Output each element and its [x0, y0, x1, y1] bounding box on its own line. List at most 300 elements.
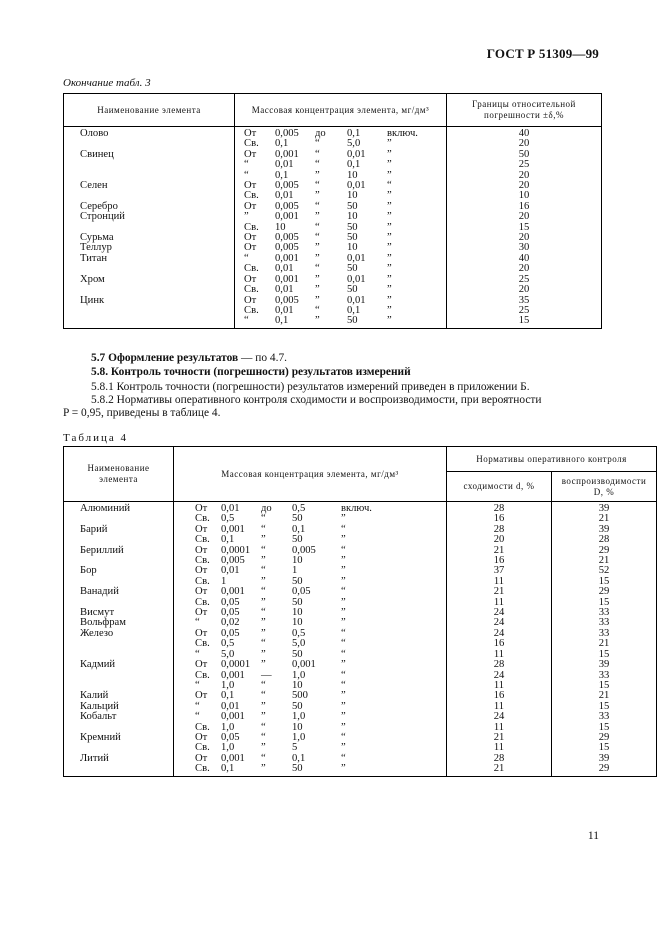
concentration-cell: [235, 243, 447, 253]
range-from: 0,001: [275, 273, 299, 285]
reproducibility-value: 39: [552, 754, 657, 764]
range-to: 0,05: [292, 586, 311, 598]
table3-continuation-label: Окончание табл. 3: [63, 77, 151, 89]
range-suffix: ”: [341, 721, 346, 733]
concentration-range: [235, 233, 446, 243]
range-sep: “: [261, 752, 266, 764]
reproducibility-value: 21: [552, 691, 657, 701]
table-row: [64, 743, 657, 753]
element-name: Цинк: [64, 296, 235, 306]
range-sep: ”: [315, 284, 320, 296]
reproducibility-value: 21: [552, 556, 657, 566]
relative-error-value: 40: [447, 254, 602, 264]
table-row: [64, 285, 602, 295]
concentration-range: [174, 556, 446, 566]
t3-header-element: Наименование элемента: [64, 94, 235, 127]
reproducibility-value: 21: [552, 639, 657, 649]
concentration-cell: [174, 639, 447, 649]
reproducibility-value: 28: [552, 535, 657, 545]
range-from: 0,01: [275, 284, 294, 296]
range-suffix: “: [341, 586, 346, 598]
range-prefix: От: [195, 659, 208, 671]
range-prefix: От: [244, 232, 257, 244]
range-prefix: “: [195, 617, 200, 629]
range-sep: ”: [261, 555, 266, 567]
reproducibility-value: 15: [552, 577, 657, 587]
element-name: Сурьма: [64, 233, 235, 243]
range-suffix: ”: [341, 513, 346, 525]
repeatability-value: 28: [447, 525, 552, 535]
range-prefix: “: [244, 315, 249, 327]
relative-error-value: 25: [447, 275, 602, 285]
reproducibility-value: 29: [552, 733, 657, 743]
concentration-range: [235, 160, 446, 170]
concentration-cell: [235, 306, 447, 316]
concentration-range: [174, 681, 446, 691]
concentration-range: [174, 764, 446, 774]
repeatability-value: 24: [447, 618, 552, 628]
concentration-cell: [235, 171, 447, 181]
t4-header-repeatability: сходимости d, %: [447, 472, 552, 502]
range-suffix: ”: [341, 555, 346, 567]
range-to: 5: [292, 742, 298, 754]
element-name: [64, 160, 235, 170]
range-prefix: От: [195, 523, 208, 535]
range-from: 0,001: [221, 586, 245, 598]
range-prefix: Св.: [244, 284, 259, 296]
range-sep: ”: [261, 648, 266, 660]
element-name: Висмут: [64, 608, 174, 618]
concentration-range: [174, 629, 446, 639]
table-row: [64, 502, 657, 515]
range-sep: ”: [315, 242, 320, 254]
range-suffix: ”: [341, 763, 346, 775]
table-row: [64, 629, 657, 639]
range-from: 0,1: [275, 138, 289, 150]
range-suffix: ”: [387, 315, 392, 327]
range-from: 1,0: [221, 679, 235, 691]
range-prefix: Св.: [195, 534, 210, 546]
t4-header-element: Наименование элемента: [64, 447, 174, 502]
range-prefix: Св.: [244, 138, 259, 150]
repeatability-value: 16: [447, 514, 552, 524]
range-from: 0,5: [221, 638, 235, 650]
paragraph-5-8-1: 5.8.1 Контроль точности (погрешности) результатов измерений приведен в приложении Б.: [91, 381, 530, 393]
concentration-range: [174, 660, 446, 670]
concentration-cell: [235, 191, 447, 201]
range-from: 0,05: [221, 627, 240, 639]
range-sep: ”: [315, 294, 320, 306]
range-sep: “: [315, 180, 320, 192]
repeatability-value: 16: [447, 556, 552, 566]
range-from: 0,001: [221, 523, 245, 535]
element-name: Бериллий: [64, 546, 174, 556]
table-row: [64, 535, 657, 545]
range-from: 0,1: [221, 534, 235, 546]
range-suffix: “: [387, 180, 392, 192]
range-suffix: “: [341, 679, 346, 691]
range-prefix: “: [195, 711, 200, 723]
table-3: [63, 93, 602, 329]
range-from: 0,001: [221, 711, 245, 723]
section-5-8: [91, 365, 411, 379]
element-name: Серебро: [64, 202, 235, 212]
range-from: 0,005: [275, 200, 299, 212]
range-prefix: Св.: [244, 263, 259, 275]
repeatability-value: 11: [447, 650, 552, 660]
range-prefix: От: [244, 180, 257, 192]
range-prefix: ”: [244, 211, 249, 223]
concentration-cell: [174, 681, 447, 691]
element-name: Титан: [64, 254, 235, 264]
reproducibility-value: 29: [552, 764, 657, 776]
range-suffix: “: [341, 544, 346, 556]
range-sep: ”: [315, 315, 320, 327]
relative-error-value: 30: [447, 243, 602, 253]
range-prefix: “: [195, 700, 200, 712]
range-to: 50: [292, 648, 303, 660]
section-5-7-title: 5.7 Оформление результатов: [91, 352, 239, 364]
table4-caption: Таблица 4: [63, 432, 129, 444]
repeatability-value: 21: [447, 587, 552, 597]
table-row: [64, 514, 657, 524]
range-to: 0,1: [347, 159, 361, 171]
table-row: [64, 671, 657, 681]
concentration-range: [174, 546, 446, 556]
range-suffix: ”: [387, 169, 392, 181]
range-prefix: От: [244, 148, 257, 160]
concentration-cell: [174, 502, 447, 515]
concentration-cell: [174, 723, 447, 733]
range-sep: ”: [261, 617, 266, 629]
range-sep: “: [315, 304, 320, 316]
range-to: 0,01: [347, 148, 366, 160]
concentration-cell: [235, 139, 447, 149]
range-prefix: От: [195, 690, 208, 702]
reproducibility-value: 33: [552, 712, 657, 722]
table-row: [64, 566, 657, 576]
relative-error-value: 20: [447, 181, 602, 191]
range-from: 5,0: [221, 648, 235, 660]
range-from: 0,005: [275, 294, 299, 306]
range-sep: “: [261, 679, 266, 691]
t4-body: [64, 502, 657, 777]
range-prefix: Св.: [195, 638, 210, 650]
range-sep: “: [315, 232, 320, 244]
t4-header-concentration: Массовая концентрация элемента, мг/дм³: [174, 447, 447, 502]
concentration-cell: [174, 618, 447, 628]
range-suffix: включ.: [387, 128, 418, 139]
range-from: 10: [275, 221, 286, 233]
repeatability-value: 11: [447, 702, 552, 712]
element-name: Стронций: [64, 212, 235, 222]
concentration-cell: [174, 556, 447, 566]
concentration-cell: [235, 275, 447, 285]
range-to: 0,001: [292, 659, 316, 671]
concentration-range: [174, 723, 446, 733]
range-to: 50: [347, 200, 358, 212]
range-sep: “: [315, 221, 320, 233]
concentration-range: [235, 275, 446, 285]
repeatability-value: 28: [447, 754, 552, 764]
range-from: 0,05: [221, 596, 240, 608]
range-to: 50: [292, 596, 303, 608]
concentration-cell: [174, 514, 447, 524]
repeatability-value: 28: [447, 502, 552, 515]
range-sep: ”: [315, 190, 320, 202]
range-from: 0,05: [221, 731, 240, 743]
concentration-cell: [174, 764, 447, 776]
concentration-range: [235, 150, 446, 160]
range-from: 0,001: [221, 669, 245, 681]
range-prefix: От: [195, 544, 208, 556]
range-prefix: Св.: [195, 721, 210, 733]
repeatability-value: 20: [447, 535, 552, 545]
range-to: 10: [347, 211, 358, 223]
range-to: 5,0: [347, 138, 361, 150]
table-row: [64, 546, 657, 556]
paragraph-5-8-2-line1: 5.8.2 Нормативы оперативного контроля сходимости и воспроизводимости, при вероятности: [91, 394, 542, 406]
range-to: 10: [292, 617, 303, 629]
repeatability-value: 11: [447, 577, 552, 587]
range-to: 1: [292, 565, 298, 577]
relative-error-value: 50: [447, 150, 602, 160]
range-prefix: От: [244, 128, 257, 139]
concentration-cell: [235, 181, 447, 191]
range-prefix: “: [195, 648, 200, 660]
concentration-cell: [235, 285, 447, 295]
range-suffix: ”: [387, 138, 392, 150]
range-suffix: “: [341, 523, 346, 535]
concentration-cell: [235, 233, 447, 243]
concentration-cell: [174, 754, 447, 764]
range-suffix: ”: [341, 607, 346, 619]
t4-header-reproducibility: воспроизводимости D, %: [552, 472, 657, 502]
concentration-range: [174, 598, 446, 608]
element-name: [64, 671, 174, 681]
concentration-cell: [174, 712, 447, 722]
repeatability-value: 11: [447, 598, 552, 608]
range-suffix: ”: [341, 711, 346, 723]
concentration-cell: [235, 316, 447, 328]
range-suffix: “: [341, 731, 346, 743]
concentration-range: [235, 191, 446, 201]
relative-error-value: 20: [447, 285, 602, 295]
concentration-range: [174, 566, 446, 576]
range-prefix: От: [195, 627, 208, 639]
range-from: 0,005: [275, 128, 299, 139]
range-to: 10: [347, 169, 358, 181]
concentration-range: [235, 264, 446, 274]
range-to: 10: [292, 679, 303, 691]
concentration-range: [235, 296, 446, 306]
range-prefix: От: [195, 565, 208, 577]
element-name: Калий: [64, 691, 174, 701]
repeatability-value: 11: [447, 723, 552, 733]
range-to: 0,01: [347, 294, 366, 306]
element-name: [64, 316, 235, 328]
concentration-range: [174, 587, 446, 597]
concentration-range: [174, 639, 446, 649]
range-to: 10: [292, 607, 303, 619]
element-name: Железо: [64, 629, 174, 639]
range-sep: до: [315, 128, 326, 139]
range-to: 0,1: [347, 304, 361, 316]
range-sep: ”: [261, 711, 266, 723]
t4-header-norms: Нормативы оперативного контроля: [447, 447, 657, 472]
concentration-cell: [174, 546, 447, 556]
range-to: 1,0: [292, 731, 306, 743]
reproducibility-value: 39: [552, 502, 657, 515]
range-to: 50: [347, 263, 358, 275]
range-to: 10: [292, 555, 303, 567]
concentration-range: [235, 243, 446, 253]
range-from: 0,0001: [221, 544, 251, 556]
range-suffix: ”: [341, 596, 346, 608]
range-from: 0,01: [275, 304, 294, 316]
range-to: 50: [347, 284, 358, 296]
range-suffix: ”: [387, 148, 392, 160]
range-from: 0,01: [275, 190, 294, 202]
range-from: 0,05: [221, 607, 240, 619]
range-suffix: ”: [341, 659, 346, 671]
range-to: 50: [347, 221, 358, 233]
concentration-range: [235, 181, 446, 191]
reproducibility-value: 15: [552, 681, 657, 691]
concentration-range: [174, 691, 446, 701]
range-to: 500: [292, 690, 308, 702]
range-from: 0,1: [221, 763, 235, 775]
concentration-range: [235, 171, 446, 181]
range-suffix: “: [341, 752, 346, 764]
repeatability-value: 21: [447, 546, 552, 556]
reproducibility-value: 21: [552, 514, 657, 524]
concentration-range: [235, 223, 446, 233]
reproducibility-value: 33: [552, 629, 657, 639]
range-suffix: ”: [341, 575, 346, 587]
range-sep: “: [261, 565, 266, 577]
reproducibility-value: 15: [552, 723, 657, 733]
range-from: 0,01: [221, 700, 240, 712]
relative-error-value: 15: [447, 223, 602, 233]
table-4: [63, 446, 657, 777]
range-prefix: Св.: [195, 742, 210, 754]
range-from: 0,001: [221, 752, 245, 764]
concentration-cell: [235, 264, 447, 274]
range-to: 0,01: [347, 273, 366, 285]
element-name: Литий: [64, 754, 174, 764]
element-name: Кремний: [64, 733, 174, 743]
repeatability-value: 21: [447, 764, 552, 776]
range-sep: “: [315, 148, 320, 160]
concentration-range: [235, 306, 446, 316]
relative-error-value: 25: [447, 306, 602, 316]
range-suffix: ”: [387, 304, 392, 316]
range-to: 0,1: [292, 752, 306, 764]
range-to: 1,0: [292, 669, 306, 681]
range-sep: “: [261, 638, 266, 650]
concentration-range: [174, 514, 446, 524]
range-sep: “: [261, 544, 266, 556]
range-prefix: От: [195, 503, 208, 514]
relative-error-value: 20: [447, 171, 602, 181]
concentration-range: [174, 743, 446, 753]
concentration-cell: [174, 660, 447, 670]
concentration-cell: [235, 127, 447, 140]
repeatability-value: 24: [447, 671, 552, 681]
range-sep: ”: [315, 211, 320, 223]
concentration-range: [174, 618, 446, 628]
table-row: [64, 733, 657, 743]
concentration-cell: [174, 525, 447, 535]
concentration-range: [174, 608, 446, 618]
element-name: Свинец: [64, 150, 235, 160]
concentration-range: [174, 702, 446, 712]
concentration-cell: [235, 212, 447, 222]
range-suffix: ”: [387, 232, 392, 244]
range-from: 0,5: [221, 513, 235, 525]
repeatability-value: 11: [447, 681, 552, 691]
concentration-range: [174, 525, 446, 535]
concentration-cell: [235, 223, 447, 233]
element-name: [64, 764, 174, 776]
range-suffix: ”: [387, 200, 392, 212]
reproducibility-value: 15: [552, 702, 657, 712]
element-name: Бор: [64, 566, 174, 576]
range-prefix: От: [195, 731, 208, 743]
range-suffix: ”: [387, 294, 392, 306]
range-suffix: ”: [341, 700, 346, 712]
range-from: 0,005: [221, 555, 245, 567]
concentration-range: [174, 733, 446, 743]
range-to: 0,01: [347, 252, 366, 264]
range-to: 10: [347, 190, 358, 202]
range-sep: —: [261, 669, 272, 681]
relative-error-value: 16: [447, 202, 602, 212]
relative-error-value: 20: [447, 212, 602, 222]
range-prefix: От: [244, 242, 257, 254]
range-from: 0,1: [275, 169, 289, 181]
range-suffix: ”: [387, 252, 392, 264]
reproducibility-value: 15: [552, 743, 657, 753]
concentration-cell: [174, 743, 447, 753]
range-prefix: От: [244, 200, 257, 212]
concentration-cell: [235, 150, 447, 160]
reproducibility-value: 15: [552, 650, 657, 660]
element-name: Олово: [64, 127, 235, 140]
reproducibility-value: 39: [552, 525, 657, 535]
concentration-cell: [174, 733, 447, 743]
relative-error-value: 20: [447, 264, 602, 274]
range-to: 0,5: [292, 503, 306, 514]
table-row: [64, 754, 657, 764]
reproducibility-value: 29: [552, 546, 657, 556]
concentration-range: [235, 202, 446, 212]
table-row: [64, 316, 602, 328]
concentration-range: [235, 285, 446, 295]
range-suffix: ”: [341, 617, 346, 629]
range-suffix: “: [341, 669, 346, 681]
range-sep: ”: [261, 575, 266, 587]
range-from: 0,01: [275, 263, 294, 275]
concentration-range: [235, 212, 446, 222]
table-row: [64, 691, 657, 701]
range-sep: “: [261, 731, 266, 743]
range-to: 50: [292, 700, 303, 712]
concentration-cell: [235, 202, 447, 212]
range-sep: “: [261, 690, 266, 702]
table-row: [64, 712, 657, 722]
